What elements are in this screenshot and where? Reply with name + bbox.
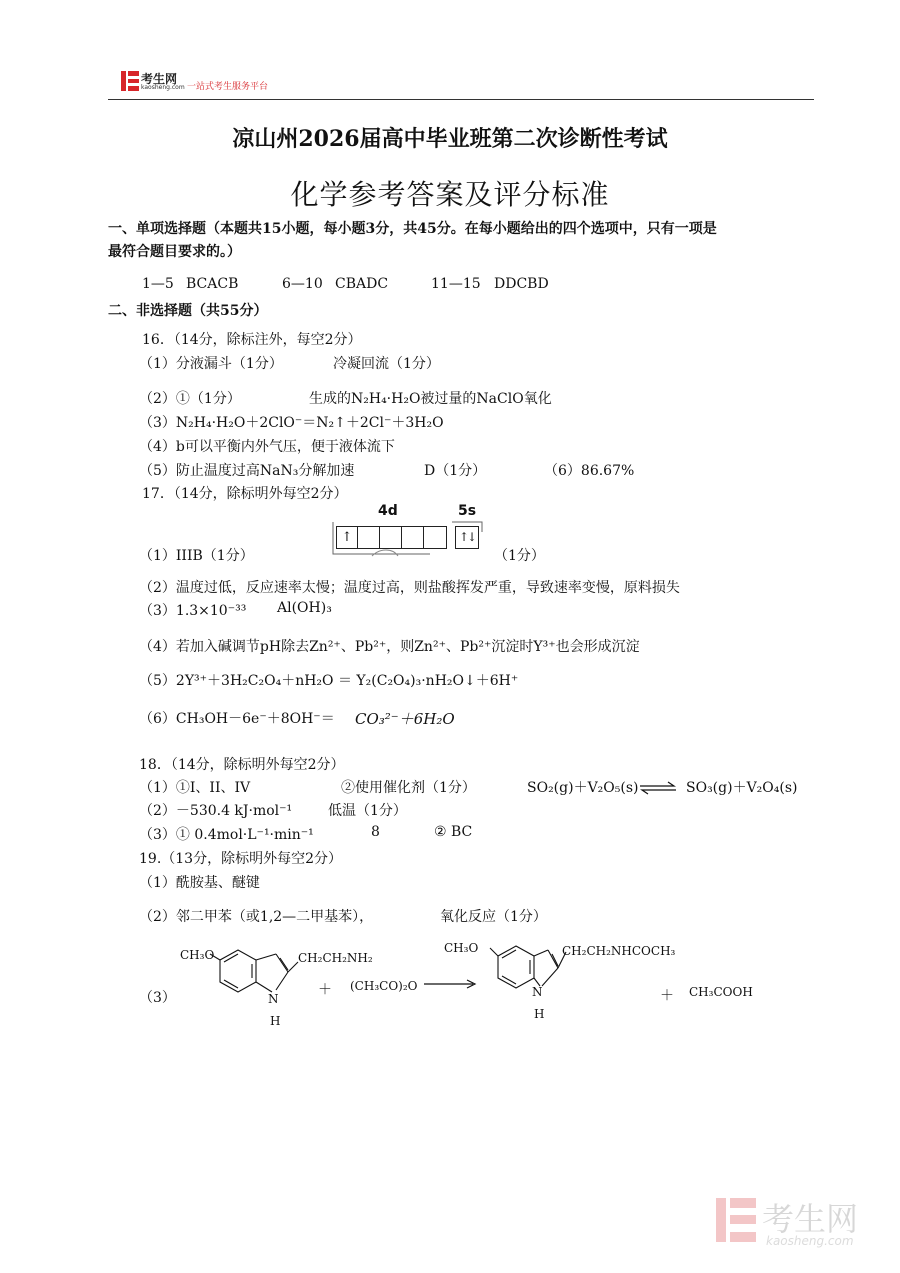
mcq-range-3: 11—15 (431, 276, 481, 292)
orbital-4d-box-1: ↑ (336, 526, 358, 549)
q17-part3-answer: （3）1.3×10⁻³³ (139, 603, 247, 619)
q16-part5-answer: （5）防止温度过高NaN₃分解加速 (139, 463, 355, 479)
q18-equation-left: SO₂(g)＋V₂O₅(s) (527, 780, 639, 796)
q18-header: 18．（14分，除标明外每空2分） (139, 757, 345, 773)
q17-part1-answer: （1）IIIB（1分） (139, 548, 254, 564)
q17-part2-answer: （2）温度过低，反应速率太慢；温度过高，则盐酸挥发严重，导致速率变慢，原料损失 (139, 580, 680, 596)
orbital-4d-box-3 (380, 526, 402, 549)
reactant-methoxy: CH₃O (180, 948, 215, 962)
logo-text: 考生网 (141, 72, 178, 86)
header-divider (108, 99, 814, 100)
orbital-label-5s: 5s (458, 503, 477, 519)
reactant-hydrogen: H (270, 1014, 281, 1028)
watermark-text: 考生网 (762, 1200, 859, 1238)
reactant-nitrogen: N (268, 992, 279, 1006)
q16-header: 16．（14分，除标注外，每空2分） (142, 332, 362, 348)
q19-part2-answer-b: 氧化反应（1分） (440, 909, 547, 925)
q18-part2-answer-b: 低温（1分） (328, 803, 407, 819)
indole-ring-reactant (200, 940, 310, 1010)
byproduct-acetic-acid: CH₃COOH (689, 985, 753, 999)
q17-part6-equation-b: CO₃²⁻＋6H₂O (355, 710, 455, 728)
q19-part2-answer: （2）邻二甲苯（或1,2—二甲基苯）， (139, 909, 374, 925)
q17-header: 17．（14分，除标明外每空2分） (142, 486, 348, 502)
q19-part1-answer: （1）酰胺基、醚键 (139, 875, 260, 891)
equilibrium-arrow-icon (638, 781, 678, 795)
q18-part3-answer-b: 8 (371, 824, 380, 840)
watermark-domain: kaosheng.com (766, 1234, 854, 1248)
document-title: 化学参考答案及评分标准 (290, 178, 610, 211)
watermark-logo-icon (716, 1198, 756, 1242)
plus-sign-1: ＋ (318, 982, 332, 998)
q16-part1-answer-b: 冷凝回流（1分） (333, 356, 440, 372)
product-nitrogen: N (532, 985, 543, 999)
orbital-5s-box: ↑↓ (455, 526, 479, 549)
product-side-chain: CH₂CH₂NHCOCH₃ (562, 944, 676, 958)
orbital-4d-box-2 (358, 526, 380, 549)
orbital-label-4d: 4d (378, 503, 398, 519)
q17-part5-equation: （5）2Y³⁺＋3H₂C₂O₄＋nH₂O ＝ Y₂(C₂O₄)₃·nH₂O↓＋6H⁺ (139, 673, 519, 689)
q16-part6-answer: （6）86.67% (544, 463, 635, 479)
logo-icon (121, 71, 139, 91)
q16-part4-answer: （4）b可以平衡内外气压，便于液体流下 (139, 439, 395, 455)
q18-equation-right: SO₃(g)＋V₂O₄(s) (686, 780, 798, 796)
orbital-4d-box-5 (424, 526, 447, 549)
plus-sign-2: ＋ (660, 988, 674, 1004)
part1-heading-cont: 最符合题目要求的。） (108, 244, 241, 260)
q19-header: 19.（13分，除标明外每空2分） (139, 851, 342, 867)
mcq-answer-1: BCACB (186, 276, 239, 292)
q18-part2-answer: （2）－530.4 kJ·mol⁻¹ (139, 803, 293, 819)
mcq-range-2: 6—10 (282, 276, 323, 292)
product-hydrogen: H (534, 1007, 545, 1021)
q17-part6-equation: （6）CH₃OH－6e⁻＋8OH⁻＝ (139, 711, 335, 727)
q16-part2-answer-b: 生成的N₂H₄·H₂O被过量的NaClO氧化 (309, 391, 552, 407)
reactant-side-chain: CH₂CH₂NH₂ (298, 951, 373, 965)
q18-part1-answer: （1）①I、II、IV (139, 780, 251, 796)
q18-part3-answer-c: ② BC (434, 824, 473, 840)
product-methoxy: CH₃O (444, 941, 479, 955)
orbital-4d-box-4 (402, 526, 424, 549)
q16-part1-answer: （1）分液漏斗（1分） (139, 356, 283, 372)
q19-part3-label: （3） (139, 990, 176, 1006)
q18-part1-answer-b: ②使用催化剂（1分） (341, 780, 476, 796)
q16-part3-equation: （3）N₂H₄·H₂O＋2ClO⁻＝N₂↑＋2Cl⁻＋3H₂O (139, 415, 444, 431)
q17-part1-answer-b: （1分） (494, 548, 545, 564)
part1-heading: 一、单项选择题（本题共15小题，每小题3分，共45分。在每小题给出的四个选项中，只有一项是 (108, 221, 717, 237)
q16-part5-answer-b: D（1分） (424, 463, 487, 479)
orbital-4d-boxes (336, 526, 448, 550)
mcq-answer-2: CBADC (335, 276, 389, 292)
q18-part3-answer: （3）① 0.4mol·L⁻¹·min⁻¹ (139, 827, 314, 843)
reagent-anhydride: (CH₃CO)₂O (350, 979, 418, 993)
part2-heading: 二、非选择题（共55分） (108, 303, 268, 319)
reaction-arrow-icon (423, 978, 477, 990)
mcq-range-1: 1—5 (142, 276, 174, 292)
q17-part4-answer: （4）若加入碱调节pH除去Zn²⁺、Pb²⁺，则Zn²⁺、Pb²⁺沉淀时Y³⁺也会形成沉淀 (139, 639, 640, 655)
mcq-answer-3: DDCBD (494, 276, 549, 292)
q16-part2-answer: （2）①（1分） (139, 391, 241, 407)
exam-title: 凉山州2026届高中毕业班第二次诊断性考试 (232, 126, 668, 152)
header-tagline: 一站式考生服务平台 (187, 82, 269, 92)
q17-part3-answer-b: Al(OH)₃ (277, 600, 332, 616)
logo-domain: kaosheng.com (141, 84, 185, 91)
